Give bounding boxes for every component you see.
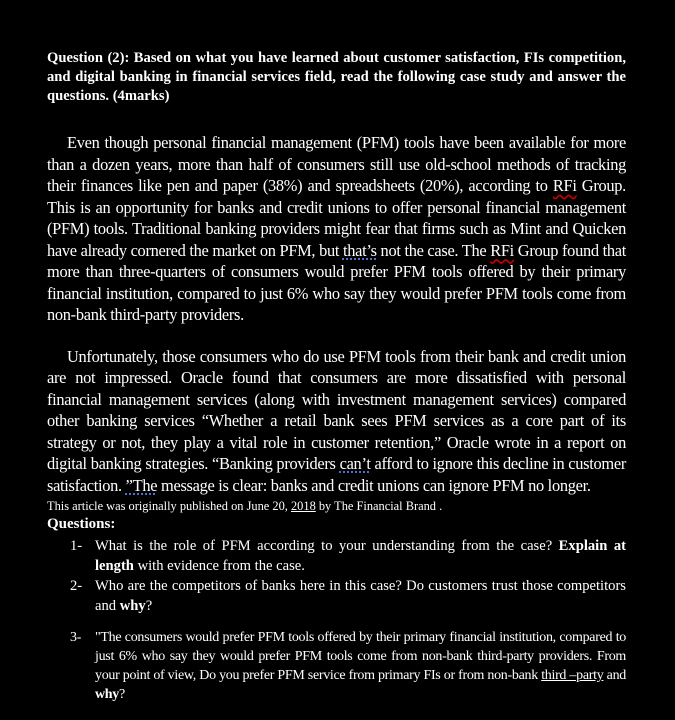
p1-text-d: Group found that more than three-quarters of consumers would prefer PFM tools offered by their primary financial institution, compared to just 6% who say they would prefer PFM tools come from non-bank third-party providers.	[47, 240, 626, 324]
case-paragraph-1	[47, 132, 626, 326]
question-text: Who are the competitors of banks here in this case? Do customers trust those competitors and	[95, 578, 626, 614]
p2-text-b: afford to ignore this decline in customer satisfaction.	[47, 454, 626, 495]
source-text-a: This article was originally published on June 20,	[47, 499, 291, 513]
question-number: 2-	[70, 578, 83, 594]
question-number: 1-	[70, 538, 83, 554]
document-page	[47, 49, 626, 704]
question-item-1	[47, 537, 626, 576]
question-bold: why	[95, 687, 119, 702]
p2-the: ”The	[125, 475, 158, 495]
p1-text-c: not the case. The	[376, 240, 491, 260]
p1-rfi-1: RFi	[552, 176, 577, 195]
question-text-end: with evidence from the case.	[133, 557, 305, 574]
source-text-b: by The Financial Brand .	[315, 499, 443, 513]
question-item-3	[47, 628, 626, 704]
p2-cant: can’t	[339, 454, 371, 473]
question-text-mid: and	[603, 668, 626, 683]
p1-rfi-2: RFi	[490, 240, 514, 260]
question-number: 3-	[70, 630, 82, 645]
question-text-end: ?	[145, 597, 153, 614]
p1-thats: that’s	[342, 240, 377, 260]
question-heading: Question (2): Based on what you have learned about customer satisfaction, FIs competition, and digital banking in financial services field, read the following case study and answer the questions. (4marks)	[47, 50, 626, 104]
question-bold: Explain at length	[95, 538, 626, 574]
case-paragraph-2	[47, 346, 626, 497]
questions-label: Questions:	[47, 516, 116, 532]
source-year: 2018	[290, 499, 316, 513]
p1-text-a: Even though personal financial management (PFM) tools have been available for more than a dozen years, more than half of consumers still use old-school methods of tracking their finances like pen and paper (38%) and spreadsheets (20%), according to	[47, 133, 626, 195]
questions-list	[47, 537, 626, 704]
p2-text-a: Unfortunately, those consumers who do use PFM tools from their bank and credit union are not impressed. Oracle found that consumers are more dissatisfied with personal financial management services (along with investment management services) compared other banking services “Whether a retail bank sees PFM services as a core part of its strategy or not, they play a vital role in customer retention,” Oracle wrote in a report on digital banking strategies. “Banking providers	[47, 346, 626, 473]
question-text-end: ?	[119, 687, 125, 702]
question-text: "The consumers would prefer PFM tools offered by their primary financial institution, compared to just 6% who say they would prefer PFM tools come from non-bank third-party providers. From your point of view, Do you prefer PFM service from primary FIs or from non-bank	[95, 630, 626, 683]
source-note	[47, 499, 626, 514]
question-item-2	[47, 577, 626, 616]
question-underlined: third –party	[541, 668, 604, 683]
p1-text-b: Group. This is an opportunity for banks and credit unions to offer personal financial management (PFM) tools. Traditional banking providers might fear that firms such as Mint and Quicken have already cornered the market on PFM, but	[47, 176, 626, 260]
p2-text-c: message is clear: banks and credit unions can ignore PFM no longer.	[157, 475, 591, 495]
question-bold: why	[119, 597, 146, 614]
question-text: What is the role of PFM according to your understanding from the case?	[95, 538, 559, 554]
